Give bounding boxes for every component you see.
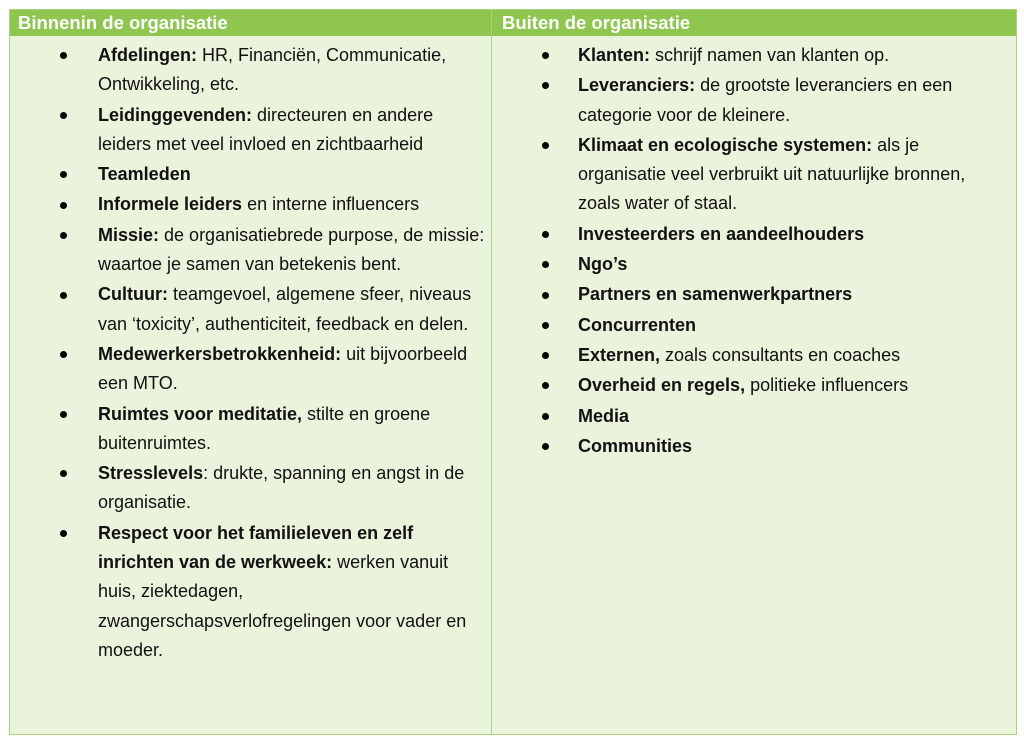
list-item [10, 340, 491, 399]
item-term: Afdelingen: [98, 45, 197, 65]
stakeholder-table [9, 9, 1017, 735]
item-term: Communities [578, 435, 693, 456]
list-item [10, 41, 491, 100]
item-term: Overheid en regels, [578, 375, 746, 396]
bullet-icon [59, 160, 67, 189]
item-description: stilte en groene buitenruimtes. [98, 403, 431, 453]
item-term: Respect voor het familieleven en zelf inrichten van de werkweek: [98, 522, 414, 573]
list-item [492, 131, 1016, 219]
bullet-icon [59, 519, 67, 548]
header-inside-organization: Binnenin de organisatie [10, 10, 492, 36]
list-item [10, 400, 491, 459]
item-term: Externen, [578, 344, 661, 365]
list-item [492, 341, 1016, 370]
item-term: Partners en samenwerkpartners [578, 284, 853, 305]
item-term: Ruimtes voor meditatie, [98, 403, 303, 424]
bullet-icon [541, 41, 549, 70]
list-item [10, 190, 491, 219]
list-item [10, 221, 491, 280]
list-item [492, 71, 1016, 130]
bullet-icon [541, 341, 549, 370]
item-term: Medewerkersbetrokkenheid: [98, 343, 342, 364]
list-item [492, 311, 1016, 340]
bullet-icon [541, 220, 549, 249]
inside-organization-column [10, 36, 492, 734]
item-term: Concurrenten [578, 314, 697, 335]
item-term: Klimaat en ecologische systemen: [578, 134, 873, 155]
bullet-icon [541, 131, 549, 160]
list-item [492, 41, 1016, 70]
item-description: als je organisatie veel verbruikt uit natuurlijke bronnen, zoals water of staal. [578, 134, 966, 214]
item-term: Leveranciers: [578, 75, 696, 96]
list-item [10, 160, 491, 189]
item-term: Investeerders en aandeelhouders [578, 223, 865, 244]
list-item [492, 432, 1016, 461]
item-description: zoals consultants en coaches [660, 344, 901, 365]
bullet-icon [541, 280, 549, 309]
bullet-icon [59, 101, 67, 130]
item-description: directeuren en andere leiders met veel invloed en zichtbaarheid [98, 104, 434, 154]
item-description: uit bijvoorbeeld een MTO. [98, 343, 468, 394]
item-term: Media [578, 405, 630, 426]
outside-organization-list [492, 36, 1016, 461]
item-description: schrijf namen van klanten op. [650, 45, 890, 65]
bullet-icon [59, 41, 67, 70]
bullet-icon [541, 371, 549, 400]
item-term: Stresslevels [98, 463, 204, 484]
item-term: Leidinggevenden: [98, 104, 253, 125]
list-item [10, 519, 491, 665]
item-term: Informele leiders [98, 194, 243, 215]
item-description: de organisatiebrede purpose, de missie: waartoe je samen van betekenis bent. [98, 224, 485, 275]
bullet-icon [541, 71, 549, 100]
bullet-icon [541, 311, 549, 340]
item-term: Ngo’s [578, 254, 628, 275]
list-item [492, 250, 1016, 279]
list-item [492, 220, 1016, 249]
bullet-icon [59, 280, 67, 309]
bullet-icon [541, 432, 549, 461]
item-term: Teamleden [98, 164, 191, 185]
list-item [10, 101, 491, 160]
bullet-icon [59, 340, 67, 369]
item-term: Cultuur: [98, 284, 168, 305]
bullet-icon [541, 250, 549, 279]
outside-organization-column [492, 36, 1016, 734]
item-description: werken vanuit huis, ziektedagen, zwangerschapsverlofregelingen voor vader en moeder. [98, 552, 467, 660]
list-item [10, 459, 491, 518]
inside-organization-list [10, 36, 491, 665]
header-outside-organization: Buiten de organisatie [492, 10, 1016, 36]
item-description: teamgevoel, algemene sfeer, niveaus van ‘toxicity’, authenticiteit, feedback en delen. [98, 284, 472, 334]
item-description: : drukte, spanning en angst in de organisatie. [98, 463, 465, 513]
list-item [492, 402, 1016, 431]
item-description: HR, Financiën, Communicatie, Ontwikkeling, etc. [98, 45, 447, 95]
item-description: de grootste leveranciers en een categorie voor de kleinere. [578, 75, 953, 125]
list-item [492, 280, 1016, 309]
item-term: Missie: [98, 224, 160, 245]
item-description: en interne influencers [242, 194, 420, 215]
bullet-icon [59, 459, 67, 488]
item-term: Klanten: [578, 45, 650, 65]
list-item [492, 371, 1016, 400]
bullet-icon [59, 221, 67, 250]
bullet-icon [541, 402, 549, 431]
list-item [10, 280, 491, 339]
bullet-icon [59, 400, 67, 429]
item-description: politieke influencers [745, 375, 909, 396]
bullet-icon [59, 190, 67, 219]
